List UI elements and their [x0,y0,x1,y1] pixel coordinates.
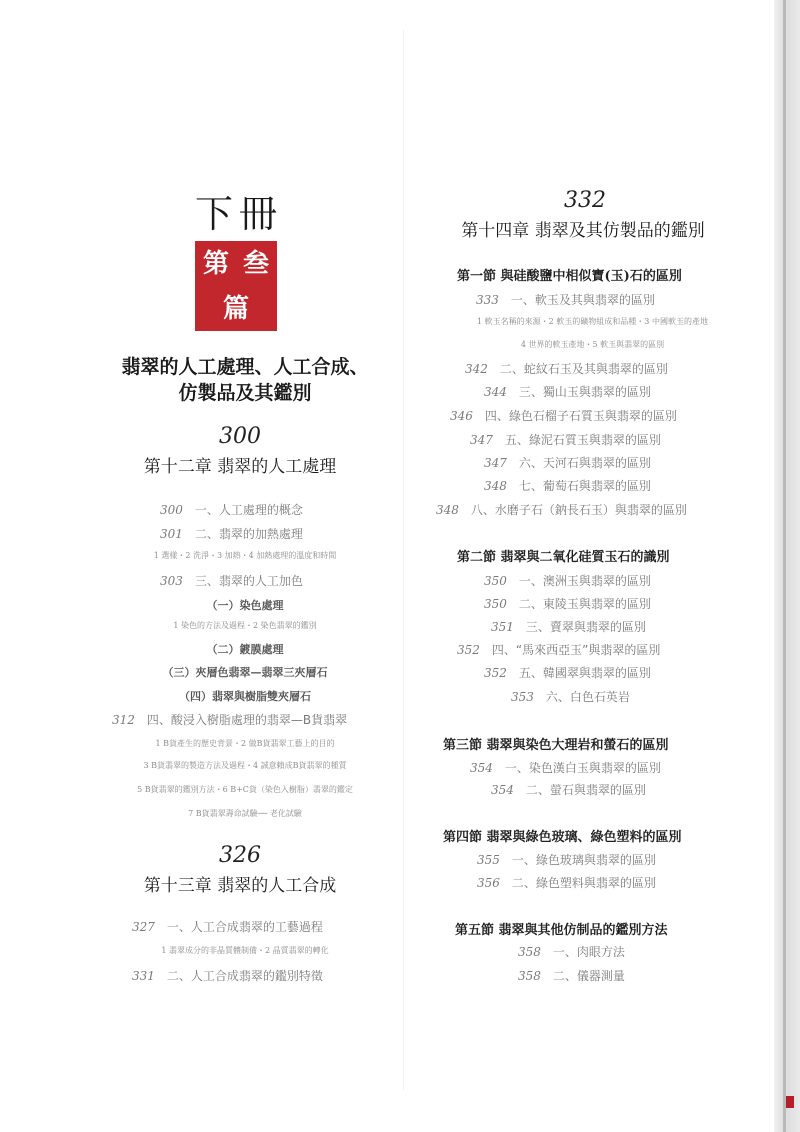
toc-page-number: 346 [450,409,473,423]
toc-page-number: 354 [491,783,514,797]
toc-entry[interactable] [470,431,661,448]
toc-entry-label: 一、人工處理的概念 [194,503,303,517]
seal-char: 叁 [242,248,269,279]
toc-page-number: 356 [477,876,500,890]
toc-entry[interactable] [450,407,677,424]
section-3-heading: 第三節 翡翠與染色大理岩和螢石的區別 [443,738,669,753]
toc-entry[interactable] [476,291,655,308]
toc-page-number: 342 [465,362,488,376]
section-4-heading: 第四節 翡翠與綠色玻璃、綠色塑料的區別 [443,830,682,845]
toc-entry-label: 一、染色漢白玉與翡翠的區別 [504,761,661,775]
toc-page-number: 333 [476,293,499,307]
bookmark-ribbon [786,1096,794,1108]
toc-entry[interactable] [484,595,651,612]
section-1-heading: 第一節 與硅酸鹽中相似寶(玉)石的區別 [457,269,682,284]
toc-entry[interactable] [511,688,630,705]
toc-page-number: 354 [470,761,493,775]
toc-subheading: （二）鍍膜處理 [206,643,284,656]
toc-entry-label: 二、蛇紋石玉及其與翡翠的區別 [499,362,668,376]
toc-entry[interactable] [518,943,625,960]
toc-page-number: 327 [132,920,155,934]
toc-entry-label: 二、螢石與翡翠的區別 [525,783,646,797]
toc-entry[interactable] [465,360,668,377]
chapter-14-page: 332 [564,188,606,213]
toc-page-number: 348 [484,479,507,493]
toc-entry[interactable] [160,525,303,542]
toc-entry[interactable] [484,477,651,494]
toc-subentries: 1 翡翠成分的非晶質體制備・2 晶質翡翠的轉化 [161,946,329,955]
toc-entry-label: 一、澳洲玉與翡翠的區別 [518,574,651,588]
toc-entry-label: 六、白色石英岩 [545,690,630,704]
toc-entry-label: 一、人工合成翡翠的工藝過程 [166,920,323,934]
toc-entry[interactable] [457,641,660,658]
toc-subentries: 4 世界的軟玉產地・5 軟玉與翡翠的區別 [520,340,665,349]
toc-entry-label: 二、翡翠的加熱處理 [194,527,303,541]
toc-page-number: 344 [484,385,507,399]
toc-entry[interactable] [132,918,323,935]
section-2-heading: 第二節 翡翠與二氧化硅質玉石的識別 [457,550,670,565]
chapter-14-title: 第十四章 翡翠及其仿製品的鑑別 [461,221,705,241]
toc-page-number: 355 [477,853,500,867]
toc-entry[interactable] [436,501,687,518]
chapter-13-title: 第十三章 翡翠的人工合成 [143,876,337,896]
chapter-12-title: 第十二章 翡翠的人工處理 [143,457,337,477]
toc-subentries: 7 B貨翡翠壽命試驗── 老化試驗 [188,809,302,818]
toc-entry[interactable] [160,501,303,518]
toc-entry[interactable] [484,454,651,471]
toc-subentries: 1 B貨產生的歷史背景・2 做B貨翡翠工藝上的目的 [155,739,335,748]
toc-entry[interactable] [477,874,656,891]
toc-page-number: 312 [112,713,135,727]
toc-entry[interactable] [484,383,651,400]
volume-title: 下冊 [195,192,284,236]
toc-subentries: 1 選樣・2 洗淨・3 加熱・4 加熱處理的溫度和時間 [153,551,337,560]
toc-page-number: 303 [160,574,183,588]
toc-page-number: 351 [491,620,514,634]
part-title [90,354,400,406]
toc-entry-label: 二、綠色塑料與翡翠的區別 [511,876,656,890]
toc-entry-label: 一、綠色玻璃與翡翠的區別 [511,853,656,867]
seal-char: 篇 [222,293,249,324]
toc-subheading: （四）翡翠與樹脂雙夾層石 [179,690,311,703]
toc-entry-label: 三、賣翠與翡翠的區別 [525,620,646,634]
toc-subentries: 1 軟玉名稱的來源・2 軟玉的礦物組成和品種・3 中國軟玉的產地 [477,317,708,326]
toc-page-number: 350 [484,574,507,588]
toc-page-number: 353 [511,690,534,704]
toc-page-number: 358 [518,969,541,983]
book-spine [774,0,800,1132]
toc-entry[interactable] [477,851,656,868]
toc-entry[interactable] [160,572,303,589]
toc-entry-label: 六、天河石與翡翠的區別 [518,456,651,470]
toc-subentries: 1 染色的方法及過程・2 染色翡翠的鑑別 [173,621,317,630]
toc-entry-label: 三、獨山玉與翡翠的區別 [518,385,651,399]
toc-page-number: 301 [160,527,183,541]
toc-entry-label: 三、翡翠的人工加色 [194,574,303,588]
chapter-12-page: 300 [219,424,261,449]
toc-entry[interactable] [484,572,651,589]
toc-page-number: 350 [484,597,507,611]
toc-entry-label: 八、水磨子石（鈉長石玉）與翡翠的區別 [470,503,687,517]
toc-entry[interactable] [470,759,661,776]
toc-entry-label: 五、韓國翠與翡翠的區別 [518,666,651,680]
part-title-line: 翡翠的人工處理、人工合成、 [121,356,369,378]
toc-entry-label: 四、酸浸入樹脂處理的翡翠—B貨翡翠 [146,713,348,727]
toc-entry-label: 二、人工合成翡翠的鑑別特徵 [166,969,323,983]
toc-entry[interactable] [491,618,646,635]
toc-entry-label: 二、東陵玉與翡翠的區別 [518,597,651,611]
toc-entry[interactable] [112,711,347,728]
toc-subheading: （三）夾層色翡翠—翡翠三夾層石 [162,666,328,679]
page-gutter [403,30,404,1090]
toc-page-number: 347 [470,433,493,447]
toc-entry-label: 七、葡萄石與翡翠的區別 [518,479,651,493]
toc-entry[interactable] [484,664,651,681]
part-seal-stamp [195,241,277,331]
toc-page-number: 331 [132,969,155,983]
toc-entry-label: 二、儀器測量 [552,969,625,983]
toc-entry-label: 一、軟玉及其與翡翠的區別 [510,293,655,307]
toc-page-number: 347 [484,456,507,470]
toc-page-number: 348 [436,503,459,517]
toc-subentries: 3 B貨翡翠的製造方法及過程・4 誠意賴成B貨翡翠的種質 [143,761,347,770]
toc-page-number: 352 [457,643,480,657]
toc-subentries: 5 B貨翡翠的鑑別方法・6 B+C貨（染色入樹脂）翡翠的鑑定 [137,785,353,794]
toc-subheading: （一）染色處理 [206,599,284,612]
toc-entry-label: 四、綠色石榴子石質玉與翡翠的區別 [484,409,677,423]
toc-entry-label: 一、肉眼方法 [552,945,625,959]
toc-entry[interactable] [491,781,646,798]
toc-page-number: 300 [160,503,183,517]
seal-char: 第 [202,248,229,279]
toc-entry[interactable] [518,967,625,984]
toc-page-number: 352 [484,666,507,680]
chapter-13-page: 326 [219,843,261,868]
section-5-heading: 第五節 翡翠與其他仿制品的鑑別方法 [455,923,668,938]
toc-entry-label: 五、綠泥石質玉與翡翠的區別 [504,433,661,447]
toc-page-number: 358 [518,945,541,959]
toc-entry[interactable] [132,967,323,984]
part-title-line: 仿製品及其鑑別 [178,382,312,404]
spine-edge [783,0,786,1132]
toc-entry-label: 四、“馬來西亞玉”與翡翠的區別 [491,643,661,657]
